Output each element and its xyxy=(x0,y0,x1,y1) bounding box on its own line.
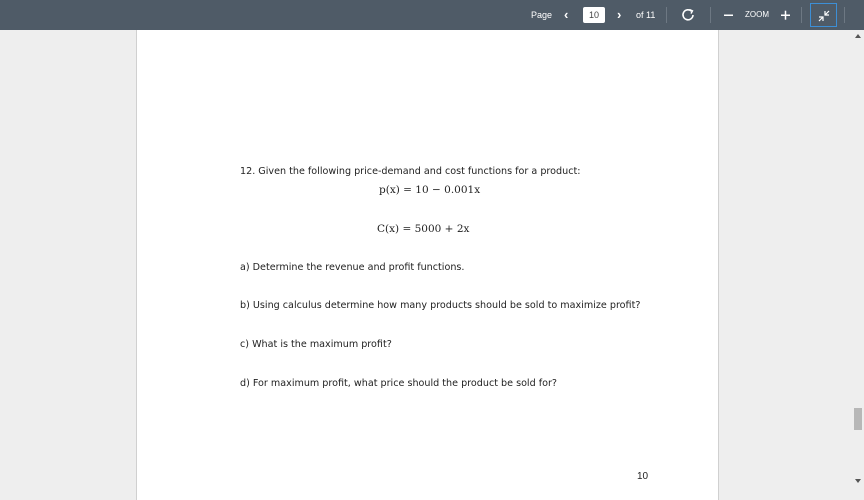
zoom-in-button[interactable] xyxy=(780,7,792,23)
rotate-button[interactable] xyxy=(680,7,696,23)
page-number: 10 xyxy=(637,471,649,482)
cost-equation: C(x) = 5000 + 2x xyxy=(377,223,470,235)
document-page xyxy=(137,30,718,500)
toolbar-divider xyxy=(801,7,802,23)
vertical-scrollbar[interactable] xyxy=(852,30,864,486)
question-text: 12. Given the following price-demand and cost functions for a product: xyxy=(240,166,581,177)
zoom-out-button[interactable] xyxy=(723,7,735,23)
price-demand-equation: p(x) = 10 − 0.001x xyxy=(379,184,481,196)
exit-fullscreen-button[interactable] xyxy=(810,3,837,27)
page-number-input[interactable] xyxy=(583,7,605,23)
page-count-label: of 11 xyxy=(636,10,656,20)
scroll-down-arrow-icon[interactable] xyxy=(855,479,861,483)
minus-icon xyxy=(723,7,735,23)
part-a-text: a) Determine the revenue and profit functions. xyxy=(240,262,465,273)
part-b-text: b) Using calculus determine how many products should be sold to maximize profit? xyxy=(240,300,641,311)
part-c-text: c) What is the maximum profit? xyxy=(240,339,392,350)
scrollbar-thumb[interactable] xyxy=(854,408,862,430)
zoom-label: ZOOM xyxy=(745,10,769,19)
previous-page-button[interactable]: ‹ xyxy=(564,7,569,22)
toolbar-divider xyxy=(666,7,667,23)
plus-icon xyxy=(780,7,792,23)
scroll-up-arrow-icon[interactable] xyxy=(855,34,861,38)
page-label: Page xyxy=(531,10,553,20)
toolbar-divider xyxy=(710,7,711,23)
rotate-icon xyxy=(680,7,696,23)
collapse-arrows-icon xyxy=(818,10,830,22)
viewer-toolbar xyxy=(0,0,864,30)
toolbar-divider xyxy=(844,7,845,23)
next-page-button[interactable]: › xyxy=(617,7,622,22)
part-d-text: d) For maximum profit, what price should the product be sold for? xyxy=(240,378,558,389)
